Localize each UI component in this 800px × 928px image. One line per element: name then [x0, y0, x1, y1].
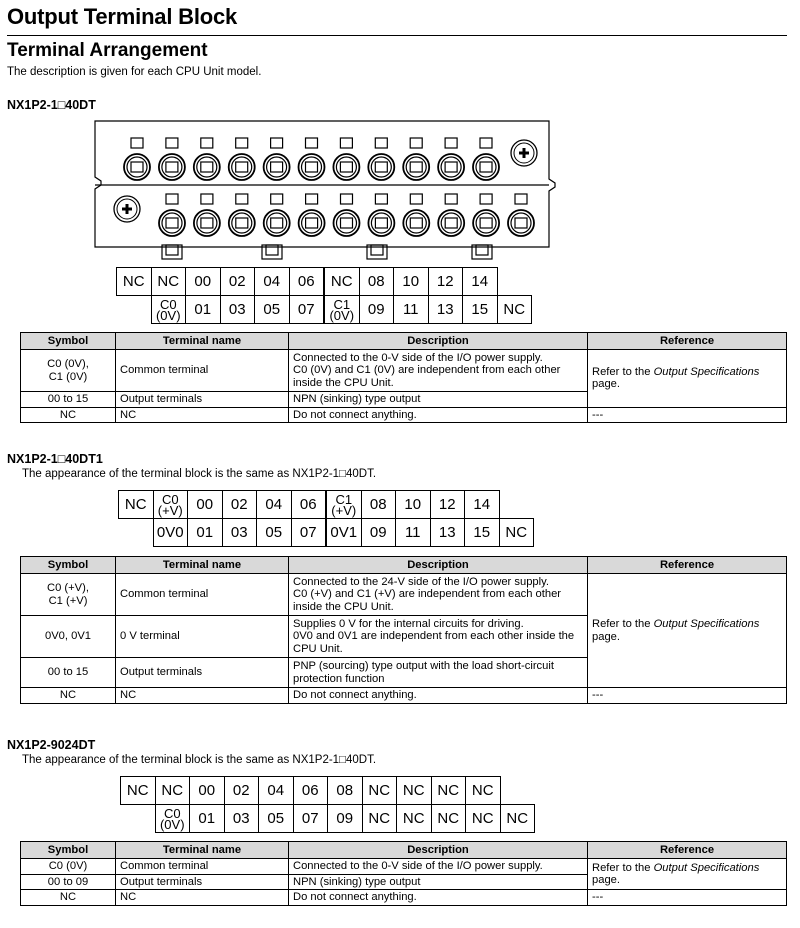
terminal-label: 09 — [359, 296, 394, 324]
model-1-spec-table — [20, 332, 787, 423]
section-heading: Terminal Arrangement — [7, 40, 208, 61]
terminal-wire-hole — [375, 162, 387, 172]
terminal-label: 07 — [293, 805, 328, 833]
terminal-wire-hole — [201, 162, 213, 172]
col-symbol: Symbol — [21, 333, 116, 350]
reference-cell: Refer to the Output Specifications page. — [588, 859, 787, 890]
terminal-label: 05 — [259, 805, 294, 833]
terminal-label: 03 — [220, 296, 255, 324]
terminal-screw-ring — [302, 213, 322, 233]
terminal-release-slot — [480, 138, 492, 148]
terminal-label: 08 — [359, 268, 394, 296]
terminal-screw — [264, 210, 290, 236]
terminal-wire-hole — [445, 218, 457, 228]
table-cell: NC — [21, 407, 116, 423]
terminal-label: 14 — [465, 491, 500, 519]
terminal-screw-ring — [267, 157, 287, 177]
terminal-release-slot — [131, 138, 143, 148]
terminal-label: 15 — [465, 519, 500, 547]
model-3-note: The appearance of the terminal block is the same as NX1P2-1□40DT. — [22, 754, 377, 766]
reference-cell: Refer to the Output Specifications page. — [588, 574, 787, 688]
terminal-label: 04 — [259, 777, 294, 805]
terminal-screw — [159, 154, 185, 180]
terminal-wire-hole — [480, 162, 492, 172]
terminal-label: 08 — [328, 777, 363, 805]
terminal-wire-hole — [236, 218, 248, 228]
model-1-terminal-labels — [116, 267, 532, 324]
terminal-label: NC — [397, 777, 432, 805]
terminal-label: 13 — [430, 519, 465, 547]
table-cell: C0 (+V), C1 (+V) — [21, 574, 116, 616]
terminal-label: 07 — [289, 296, 324, 324]
terminal-screw-ring — [441, 157, 461, 177]
terminal-screw — [473, 154, 499, 180]
terminal-release-slot — [166, 194, 178, 204]
col-reference: Reference — [588, 333, 787, 350]
terminal-label: NC — [500, 805, 535, 833]
terminal-wire-hole — [131, 162, 143, 172]
intro-text: The description is given for each CPU Unit model. — [7, 66, 262, 78]
table-cell: --- — [588, 890, 787, 906]
terminal-wire-hole — [271, 218, 283, 228]
table-cell: Connected to the 0-V side of the I/O power supply. — [289, 859, 588, 875]
terminal-label: 14 — [463, 268, 498, 296]
terminal-screw — [194, 210, 220, 236]
terminal-wire-hole — [166, 162, 178, 172]
table-cell: NC — [116, 688, 289, 704]
terminal-screw-ring — [267, 213, 287, 233]
terminal-screw — [333, 154, 359, 180]
terminal-screw — [403, 210, 429, 236]
terminal-screw-ring — [511, 213, 531, 233]
terminal-release-slot — [271, 138, 283, 148]
table-cell: Supplies 0 V for the internal circuits for driving. 0V0 and 0V1 are independent from each other inside the CPU Unit. — [289, 616, 588, 658]
terminal-screw — [508, 210, 534, 236]
table-cell: --- — [588, 688, 787, 704]
table-cell: Do not connect anything. — [289, 890, 588, 906]
table-cell: Connected to the 24-V side of the I/O power supply. C0 (+V) and C1 (+V) are independent from each other inside the CPU Unit. — [289, 574, 588, 616]
table-cell: 00 to 15 — [21, 658, 116, 688]
terminal-screw-ring — [441, 213, 461, 233]
terminal-screw — [438, 210, 464, 236]
terminal-screw — [124, 154, 150, 180]
terminal-label: 10 — [396, 491, 431, 519]
col-description: Description — [289, 557, 588, 574]
terminal-wire-hole — [340, 162, 352, 172]
terminal-label: NC — [362, 777, 397, 805]
table-cell: Common terminal — [116, 859, 289, 875]
terminal-wire-hole — [410, 162, 422, 172]
terminal-label: 01 — [188, 519, 223, 547]
table-cell: NC — [116, 890, 289, 906]
terminal-block-illustration — [92, 119, 562, 264]
model-2-terminal-labels — [118, 490, 534, 547]
terminal-wire-hole — [410, 218, 422, 228]
terminal-label: NC — [466, 777, 501, 805]
terminal-label: 08 — [361, 491, 396, 519]
terminal-label: 03 — [224, 805, 259, 833]
terminal-release-slot — [445, 194, 457, 204]
col-terminal-name: Terminal name — [116, 333, 289, 350]
terminal-label: NC — [151, 268, 186, 296]
table-cell: PNP (sourcing) type output with the load short-circuit protection function — [289, 658, 588, 688]
terminal-screw-ring — [406, 157, 426, 177]
terminal-label: 06 — [293, 777, 328, 805]
terminal-release-slot — [480, 194, 492, 204]
terminal-label: 11 — [394, 296, 429, 324]
table-cell: NC — [21, 890, 116, 906]
terminal-label: 04 — [257, 491, 292, 519]
table-cell: NPN (sinking) type output — [289, 874, 588, 890]
terminal-label: C0 (+V) — [153, 491, 188, 519]
terminal-label: C0 (0V) — [155, 805, 190, 833]
terminal-label: 15 — [463, 296, 498, 324]
terminal-screw — [159, 210, 185, 236]
terminal-label: 02 — [224, 777, 259, 805]
model-3-spec-table — [20, 841, 787, 906]
col-terminal-name: Terminal name — [116, 557, 289, 574]
col-symbol: Symbol — [21, 842, 116, 859]
terminal-label: 06 — [291, 491, 326, 519]
terminal-label: C1 (0V) — [324, 296, 359, 324]
terminal-screw — [368, 210, 394, 236]
terminal-screw — [299, 210, 325, 236]
terminal-release-slot — [236, 138, 248, 148]
spacer — [499, 491, 534, 519]
table-cell: Do not connect anything. — [289, 688, 588, 704]
terminal-label: 12 — [430, 491, 465, 519]
terminal-release-slot — [271, 194, 283, 204]
terminal-label: 01 — [186, 296, 221, 324]
col-symbol: Symbol — [21, 557, 116, 574]
terminal-label: C0 (0V) — [151, 296, 186, 324]
terminal-screw-ring — [476, 213, 496, 233]
terminal-screw-ring — [162, 213, 182, 233]
terminal-label: 0V1 — [326, 519, 361, 547]
spacer — [497, 268, 532, 296]
terminal-label: 00 — [186, 268, 221, 296]
terminal-label: 10 — [394, 268, 429, 296]
terminal-label: C1 (+V) — [326, 491, 361, 519]
terminal-wire-hole — [271, 162, 283, 172]
terminal-wire-hole — [236, 162, 248, 172]
model-1-name: NX1P2-1□40DT — [7, 98, 96, 112]
terminal-release-slot — [410, 138, 422, 148]
col-reference: Reference — [588, 557, 787, 574]
terminal-wire-hole — [306, 218, 318, 228]
terminal-label: 06 — [289, 268, 324, 296]
terminal-screw-ring — [232, 157, 252, 177]
terminal-label: NC — [324, 268, 359, 296]
terminal-release-slot — [340, 138, 352, 148]
model-3-name: NX1P2-9024DT — [7, 738, 96, 752]
model-2-spec-table — [20, 556, 787, 704]
table-cell: --- — [588, 407, 787, 423]
terminal-label: 05 — [257, 519, 292, 547]
terminal-label: 07 — [291, 519, 326, 547]
terminal-release-slot — [375, 138, 387, 148]
terminal-screw — [229, 210, 255, 236]
terminal-label: 02 — [220, 268, 255, 296]
terminal-screw — [194, 154, 220, 180]
terminal-screw-ring — [197, 213, 217, 233]
terminal-screw-ring — [406, 213, 426, 233]
terminal-release-slot — [515, 194, 527, 204]
terminal-label: 00 — [190, 777, 225, 805]
terminal-label: NC — [155, 777, 190, 805]
table-cell: NC — [21, 688, 116, 704]
terminal-screw-ring — [371, 213, 391, 233]
terminal-label: NC — [497, 296, 532, 324]
terminal-label: 12 — [428, 268, 463, 296]
terminal-screw — [229, 154, 255, 180]
terminal-release-slot — [306, 194, 318, 204]
terminal-label: 01 — [190, 805, 225, 833]
terminal-screw-ring — [371, 157, 391, 177]
model-3-terminal-labels — [120, 776, 535, 833]
table-cell: C0 (0V), C1 (0V) — [21, 350, 116, 392]
plus-screw-icon — [114, 196, 140, 222]
terminal-screw-ring — [127, 157, 147, 177]
terminal-screw-ring — [162, 157, 182, 177]
spacer — [119, 519, 154, 547]
table-cell: Common terminal — [116, 350, 289, 392]
table-cell: C0 (0V) — [21, 859, 116, 875]
terminal-release-slot — [306, 138, 318, 148]
terminal-label: 00 — [188, 491, 223, 519]
terminal-label: 09 — [361, 519, 396, 547]
terminal-label: NC — [431, 805, 466, 833]
terminal-release-slot — [236, 194, 248, 204]
terminal-label: NC — [119, 491, 154, 519]
terminal-label: 03 — [222, 519, 257, 547]
plus-screw-icon — [511, 140, 537, 166]
terminal-label: 05 — [255, 296, 290, 324]
terminal-label: NC — [499, 519, 534, 547]
terminal-wire-hole — [480, 218, 492, 228]
terminal-label: 0V0 — [153, 519, 188, 547]
terminal-label: 04 — [255, 268, 290, 296]
terminal-screw — [473, 210, 499, 236]
model-2-name: NX1P2-1□40DT1 — [7, 452, 103, 466]
terminal-release-slot — [166, 138, 178, 148]
spacer — [117, 296, 152, 324]
table-cell: Output terminals — [116, 874, 289, 890]
table-cell: Connected to the 0-V side of the I/O power supply. C0 (0V) and C1 (0V) are independent from each other inside the CPU Unit. — [289, 350, 588, 392]
terminal-wire-hole — [166, 218, 178, 228]
terminal-label: NC — [362, 805, 397, 833]
terminal-label: 02 — [222, 491, 257, 519]
terminal-wire-hole — [306, 162, 318, 172]
terminal-screw — [334, 210, 360, 236]
terminal-screw-ring — [302, 157, 322, 177]
spacer — [121, 805, 156, 833]
reference-cell: Refer to the Output Specifications page. — [588, 350, 787, 408]
table-cell: 0 V terminal — [116, 616, 289, 658]
terminal-screw-ring — [197, 157, 217, 177]
terminal-screw — [299, 154, 325, 180]
terminal-wire-hole — [515, 218, 527, 228]
terminal-screw-ring — [232, 213, 252, 233]
terminal-wire-hole — [341, 218, 353, 228]
page-title: Output Terminal Block — [7, 4, 238, 29]
terminal-screw-ring — [337, 213, 357, 233]
col-description: Description — [289, 333, 588, 350]
terminal-label: 13 — [428, 296, 463, 324]
terminal-wire-hole — [445, 162, 457, 172]
col-description: Description — [289, 842, 588, 859]
terminal-release-slot — [201, 138, 213, 148]
terminal-release-slot — [410, 194, 422, 204]
col-reference: Reference — [588, 842, 787, 859]
terminal-screw — [368, 154, 394, 180]
terminal-release-slot — [341, 194, 353, 204]
table-cell: 0V0, 0V1 — [21, 616, 116, 658]
table-cell: Output terminals — [116, 658, 289, 688]
terminal-label: NC — [117, 268, 152, 296]
terminal-release-slot — [201, 194, 213, 204]
terminal-screw — [438, 154, 464, 180]
col-terminal-name: Terminal name — [116, 842, 289, 859]
table-cell: Common terminal — [116, 574, 289, 616]
terminal-release-slot — [445, 138, 457, 148]
terminal-wire-hole — [201, 218, 213, 228]
table-cell: Do not connect anything. — [289, 407, 588, 423]
terminal-label: NC — [431, 777, 466, 805]
spacer — [500, 777, 535, 805]
terminal-screw — [264, 154, 290, 180]
table-cell: NPN (sinking) type output — [289, 392, 588, 408]
terminal-label: 09 — [328, 805, 363, 833]
table-cell: 00 to 15 — [21, 392, 116, 408]
terminal-screw — [403, 154, 429, 180]
table-cell: 00 to 09 — [21, 874, 116, 890]
model-2-note: The appearance of the terminal block is the same as NX1P2-1□40DT. — [22, 468, 377, 480]
terminal-label: 11 — [396, 519, 431, 547]
terminal-label: NC — [466, 805, 501, 833]
table-cell: NC — [116, 407, 289, 423]
terminal-label: NC — [397, 805, 432, 833]
terminal-screw-ring — [476, 157, 496, 177]
title-rule — [7, 35, 787, 36]
terminal-release-slot — [375, 194, 387, 204]
terminal-label: NC — [121, 777, 156, 805]
terminal-wire-hole — [375, 218, 387, 228]
table-cell: Output terminals — [116, 392, 289, 408]
terminal-screw-ring — [336, 157, 356, 177]
